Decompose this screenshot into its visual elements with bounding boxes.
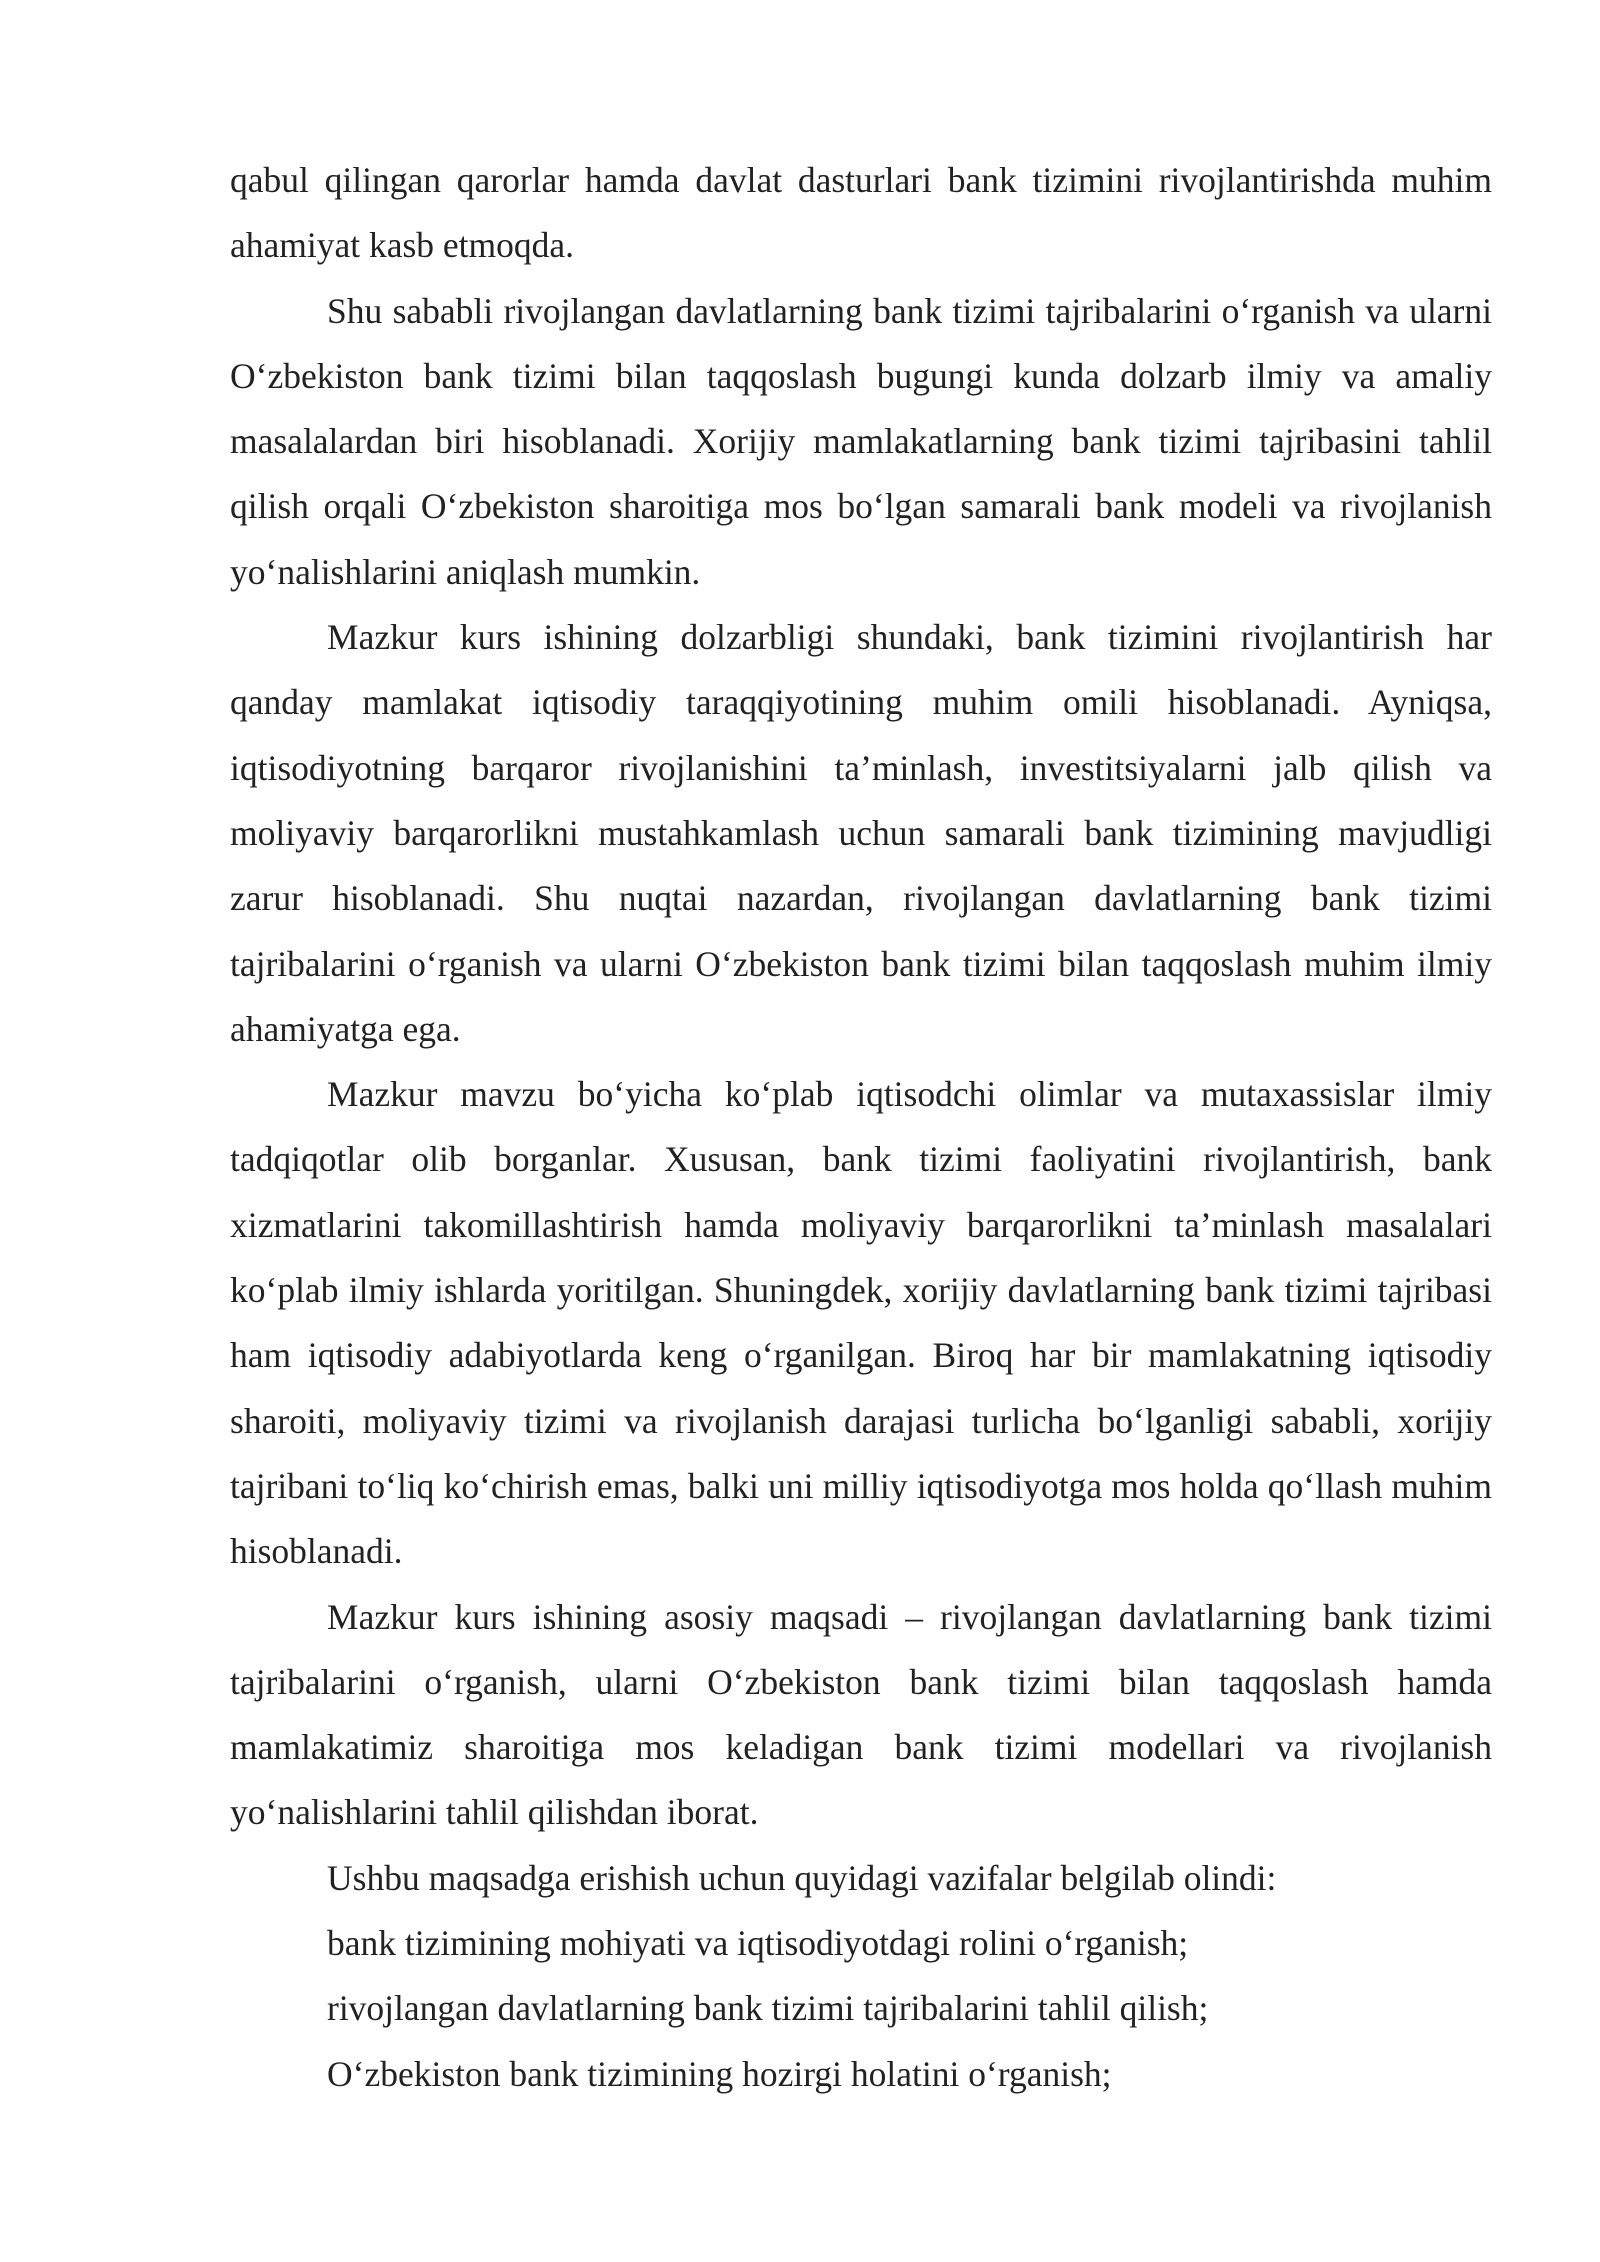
paragraph-relevance-comparison: Shu sababli rivojlangan davlatlarning bank tizimi tajribalarini o‘rganish va ularni O‘zbekiston bank tizimi bilan taqqoslash bugungi kunda dolzarb ilmiy va amaliy masalalardan biri hisoblanadi. Xorijiy mamlakatlarning bank tizimi tajribasini tahlil qilish orqali O‘zbekiston sharoitiga mos bo‘lgan samarali bank modeli va rivojlanish yo‘nalishlarini aniqlash mumkin. — [230, 290, 1492, 592]
task-item: O‘zbekiston bank tizimining hozirgi holatini o‘rganish; — [327, 2053, 1112, 2094]
paragraph-relevance: Mazkur kurs ishining dolzarbligi shundaki, bank tizimini rivojlantirish har qanday mamlakat iqtisodiy taraqqiyotining muhim omili hisoblanadi. Ayniqsa, iqtisodiyotning barqaror rivojlanishini ta’minlash, investitsiyalarni jalb qilish va moliyaviy barqarorlikni mustahkamlash uchun samarali bank tizimining mavjudligi zarur hisoblanadi. Shu nuqtai nazardan, rivojlangan davlatlarning bank tizimi tajribalarini o‘rganish va ularni O‘zbekiston bank tizimi bilan taqqoslash muhim ilmiy ahamiyatga ega. — [230, 617, 1492, 1049]
task-item: rivojlangan davlatlarning bank tizimi tajribalarini tahlil qilish; — [327, 1988, 1209, 2029]
tasks-intro: Ushbu maqsadga erishish uchun quyidagi vazifalar belgilab olindi: — [327, 1857, 1277, 1898]
paragraph-continuation: qabul qilingan qarorlar hamda davlat dasturlari bank tizimini rivojlantirishda muhim ahamiyat kasb etmoqda. — [230, 160, 1492, 266]
paragraph-literature-review: Mazkur mavzu bo‘yicha ko‘plab iqtisodchi olimlar va mutaxassislar ilmiy tadqiqotlar olib borganlar. Xususan, bank tizimi faoliyatini rivojlantirish, bank xizmatlarini takomillashtirish hamda moliyaviy barqarorlikni ta’minlash masalalari ko‘plab ilmiy ishlarda yoritilgan. Shuningdek, xorijiy davlatlarning bank tizimi tajribasi ham iqtisodiy adabiyotlarda keng o‘rganilgan. Biroq har bir mamlakatning iqtisodiy sharoiti, moliyaviy tizimi va rivojlanish darajasi turlicha bo‘lganligi sababli, xorijiy tajribani to‘liq ko‘chirish emas, balki uni milliy iqtisodiyotga mos holda qo‘llash muhim hisoblanadi. — [230, 1074, 1492, 1572]
document-body — [230, 148, 1492, 2107]
paragraph-main-goal: Mazkur kurs ishining asosiy maqsadi – rivojlangan davlatlarning bank tizimi tajribalarini o‘rganish, ularni O‘zbekiston bank tizimi bilan taqqoslash hamda mamlakatimiz sharoitiga mos keladigan bank tizimi modellari va rivojlanish yo‘nalishlarini tahlil qilishdan iborat. — [230, 1596, 1492, 1833]
task-item: bank tizimining mohiyati va iqtisodiyotdagi rolini o‘rganish; — [327, 1923, 1189, 1964]
